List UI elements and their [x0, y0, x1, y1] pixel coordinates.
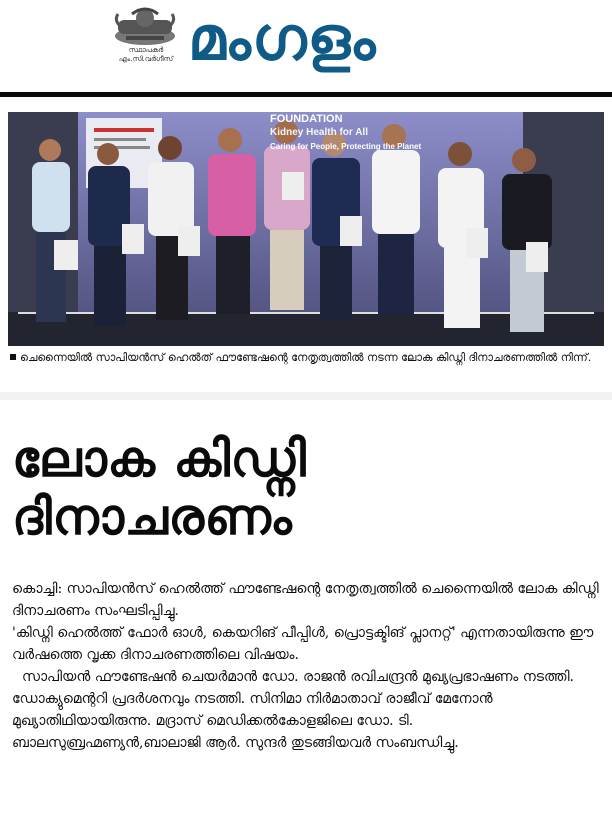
emblem-caption-line2: എം.സി.വർഗീസ്	[118, 55, 174, 63]
emblem-caption-line1: സ്ഥാപകർ	[128, 46, 164, 54]
article-headline	[12, 430, 602, 546]
caption-bullet-icon	[10, 354, 16, 360]
caption-text: ചെന്നൈയിൽ സാപിയൻസ് ഹെൽത് ഫൗണ്ടേഷന്റെ നേതൃത്വത്തിൽ നടന്ന ലോക കിഡ്നി ദിനാചരണത്തിൽ നിന്ന്.	[20, 351, 592, 364]
article-body	[12, 578, 604, 754]
event-photo	[8, 112, 604, 346]
masthead	[0, 0, 612, 92]
emblem-caption	[110, 46, 182, 64]
masthead-rule	[0, 92, 612, 97]
photo-caption	[10, 350, 604, 365]
article-paragraph-2: 'കിഡ്നി ഹെൽത്ത് ഫോർ ഓൾ, കെയറിങ് പീപ്പിൾ, പ്രൊട്ടക്ടിങ് പ്ലാനറ്റ്' എന്നതായിരുന്നു ഈ വർഷത്തെ വൃക്ക ദിനാചരണത്തിലെ വിഷയം.	[12, 625, 594, 663]
newspaper-logo: മംഗളം	[188, 4, 377, 74]
headline-line2: ദിനാചരണം	[12, 488, 293, 546]
banner-line2: Kidney Health for All	[270, 127, 368, 138]
banner-line3: Caring for People, Protecting the Planet	[270, 142, 422, 151]
headline-line1: ലോക കിഡ്നി	[12, 430, 307, 488]
article-paragraph-3: സാപിയൻ ഫൗണ്ടേഷൻ ചെയർമാൻ ഡോ. രാജൻ രവിചന്ദ്രൻ മുഖ്യപ്രഭാഷണം നടത്തി. ഡോക്യുമെന്ററി പ്രദർശനവും നടത്തി. സിനിമാ നിർമാതാവ് രാജീവ് മേനോൻ മുഖ്യാതിഥിയായിരുന്നു. മദ്രാസ് മെഡിക്കൽകോളജിലെ ഡോ. ടി. ബാലസുബ്രഹ്മണ്യൻ,ബാലാജി ആർ. സുന്ദർ തുടങ്ങിയവർ സംബന്ധിച്ചു.	[12, 669, 574, 751]
section-divider	[0, 392, 612, 400]
photo-banner	[270, 112, 470, 154]
article-paragraph-1: കൊച്ചി: സാപിയൻസ് ഹെൽത്ത് ഫൗണ്ടേഷന്റെ നേതൃത്വത്തിൽ ചെന്നൈയിൽ ലോക കിഡ്നി ദിനാചരണം സംഘടിപ്പിച്ചു.	[12, 581, 599, 619]
banner-line1: FOUNDATION	[270, 113, 343, 125]
emblem-icon	[112, 6, 178, 50]
